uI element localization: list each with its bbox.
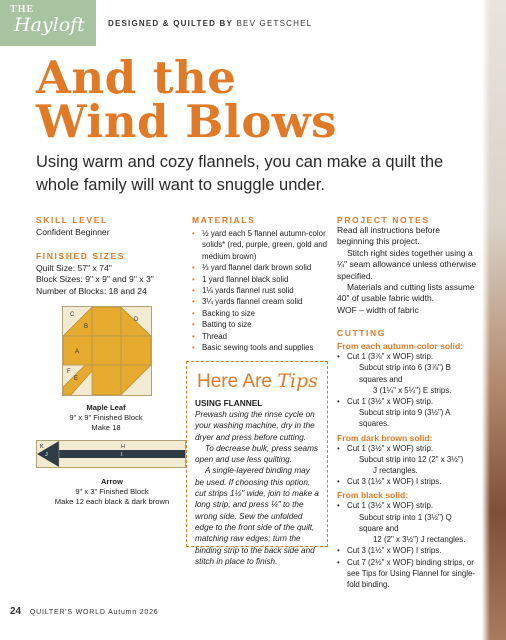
materials-list <box>192 228 330 353</box>
notes-paragraph-4: WOF – width of fabric <box>337 304 419 315</box>
notes-paragraph-2: Stitch right sides together using a ¼" seam allowance unless otherwise specified. <box>337 247 477 281</box>
sizes-count: Number of Blocks: 18 and 24 <box>36 285 147 296</box>
maple-size: 9" x 9" Finished Block <box>69 413 143 422</box>
maple-label-b: B <box>84 324 89 330</box>
maple-leaf-block-diagram <box>62 306 152 396</box>
sizes-block: Block Sizes: 9" x 9" and 9" x 3" <box>36 274 154 285</box>
list-item: • ½ yard each 5 flannel autumn-color solids* (red, purple, green, gold and medium brown) <box>192 228 330 262</box>
notes-heading: PROJECT NOTES <box>337 215 430 225</box>
tips-paragraph-3: A single-layered binding may be used. If choosing this option, cut strips 1½" wide, join to make a long strip, and press ¼" to the wrong side. Sew the unfolded edge to the front side of the quilt, matching raw edges; turn the binding strip to the back side and stitch in place to finish. <box>195 466 319 566</box>
list-item: • Cut 7 (2½" x WOF) binding strips, or see Tips for Using Flannel for single-fold binding. <box>337 557 477 591</box>
byline-author: BEV GETSCHEL <box>236 19 313 28</box>
sizes-quilt: Quilt Size: 57" x 74" <box>36 262 112 273</box>
title-line-1: And the <box>36 51 237 104</box>
title-line-2: Wind Blows <box>36 95 337 148</box>
notes-paragraph-3: Materials and cutting lists assume 40" of usable fabric width. <box>337 282 475 304</box>
cutting-sub-line: J rectangles. <box>373 466 418 476</box>
skill-heading: SKILL LEVEL <box>36 215 108 225</box>
cutting-sub-line: Subcut strip into 1 (3½") Q square and <box>359 512 452 533</box>
list-item: • Cut 1 (3½" x WOF) strip. <box>337 443 477 454</box>
cutting-sub-line: Subcut strip into 12 (2" x 3½") <box>359 454 464 464</box>
tips-heading: USING FLANNEL <box>195 398 263 408</box>
byline <box>108 19 312 28</box>
arrow-label-j: J <box>45 452 48 458</box>
arrow-label-i: I <box>121 452 123 458</box>
cutting-brown-list <box>337 443 477 454</box>
notes-paragraph-1: Read all instructions before beginning this project. <box>337 225 441 247</box>
tips-title-b: Tips <box>277 370 318 392</box>
list-item: • Batting to size <box>192 319 330 330</box>
byline-prefix: DESIGNED & QUILTED BY <box>108 19 234 28</box>
cutting-black-list <box>337 500 477 511</box>
notes-cutting-section <box>337 215 477 590</box>
list-item: • ⅓ yard flannel dark brown solid <box>192 262 330 273</box>
arrow-label-h: H <box>121 444 125 450</box>
list-item: • 3¼ yards flannel cream solid <box>192 296 330 307</box>
tips-paragraph-1: Prewash using the rinse cycle on your washing machine, dry in the dryer and press before cutting. <box>195 410 315 442</box>
cutting-brown-heading: From dark brown solid: <box>337 432 433 443</box>
column-skill-sizes <box>36 215 176 297</box>
list-item: • Cut 3 (1½" x WOF) I strips. <box>337 545 477 556</box>
page-number: 24 <box>10 606 22 617</box>
arrow-name: Arrow <box>101 477 123 486</box>
list-item: • Cut 1 (3⅞" x WOF) strip. <box>337 351 477 362</box>
logo-the: THE <box>10 4 35 15</box>
list-item: • Cut 3 (1½" x WOF) I strips. <box>337 476 477 487</box>
materials-heading: MATERIALS <box>192 215 256 225</box>
maple-leaf-caption <box>36 403 176 433</box>
maple-name: Maple Leaf <box>86 403 126 412</box>
arrow-label-k: K <box>40 444 44 450</box>
list-item: • Thread <box>192 331 330 342</box>
issue-name: Autumn 2026 <box>108 609 159 616</box>
maple-label-f: F <box>67 369 71 375</box>
cutting-autumn-heading: From each autumn-color solid: <box>337 341 464 352</box>
maple-leaf-svg <box>63 307 151 395</box>
arrow-size: 9" x 3" Finished Block <box>75 487 149 496</box>
page-subtitle: Using warm and cozy flannels, you can make a quilt the whole family will want to snuggle under. <box>36 153 444 194</box>
cutting-black-heading: From black solid: <box>337 490 409 501</box>
maple-label-d: D <box>134 317 139 323</box>
maple-label-c: C <box>70 312 75 318</box>
hayloft-logo <box>0 0 96 46</box>
page-title <box>36 51 337 148</box>
cutting-heading: CUTTING <box>337 328 386 339</box>
tips-title <box>197 370 318 393</box>
skill-value: Confident Beginner <box>36 227 110 237</box>
magazine-name: QUILTER'S WORLD <box>29 609 106 616</box>
arrow-caption <box>50 477 174 507</box>
maple-label-a: A <box>75 349 80 355</box>
tips-title-a: Here Are <box>197 371 272 392</box>
list-item: • Basic sewing tools and supplies <box>192 342 330 353</box>
cutting-autumn-list <box>337 351 477 362</box>
list-item: • Backing to size <box>192 308 330 319</box>
arrow-svg <box>37 441 185 467</box>
cutting-sub-line: Subcut strip into 9 (3½") A squares. <box>359 408 450 429</box>
quilt-photo-edge <box>482 0 506 640</box>
arrow-block-diagram <box>36 440 186 468</box>
list-item: • 1⅛ yards flannel rust solid <box>192 285 330 296</box>
sizes-heading: FINISHED SIZES <box>36 250 125 261</box>
page-footer <box>10 606 159 617</box>
cutting-sub-line: 3 (1¼" x 5¼") E strips. <box>373 385 452 395</box>
list-item: • 1 yard flannel black solid <box>192 274 330 285</box>
tips-paragraph-2: To decrease bulk, press seams open and use less quilting. <box>195 443 319 465</box>
materials-section <box>192 215 330 353</box>
tips-box <box>186 361 328 566</box>
logo-name: Hayloft <box>14 14 85 36</box>
maple-label-e: E <box>74 376 79 382</box>
list-item: • Cut 1 (3½" x WOF) strip. <box>337 396 477 407</box>
list-item: • Cut 1 (3½" x WOF) strip. <box>337 500 477 511</box>
arrow-count: Make 12 each black & dark brown <box>54 497 170 506</box>
cutting-sub-line: Subcut strip into 6 (3⅞") B squares and <box>359 363 451 384</box>
maple-count: Make 18 <box>91 423 121 432</box>
cutting-sub-line: 12 (2" x 3½") J rectangles. <box>373 535 466 545</box>
